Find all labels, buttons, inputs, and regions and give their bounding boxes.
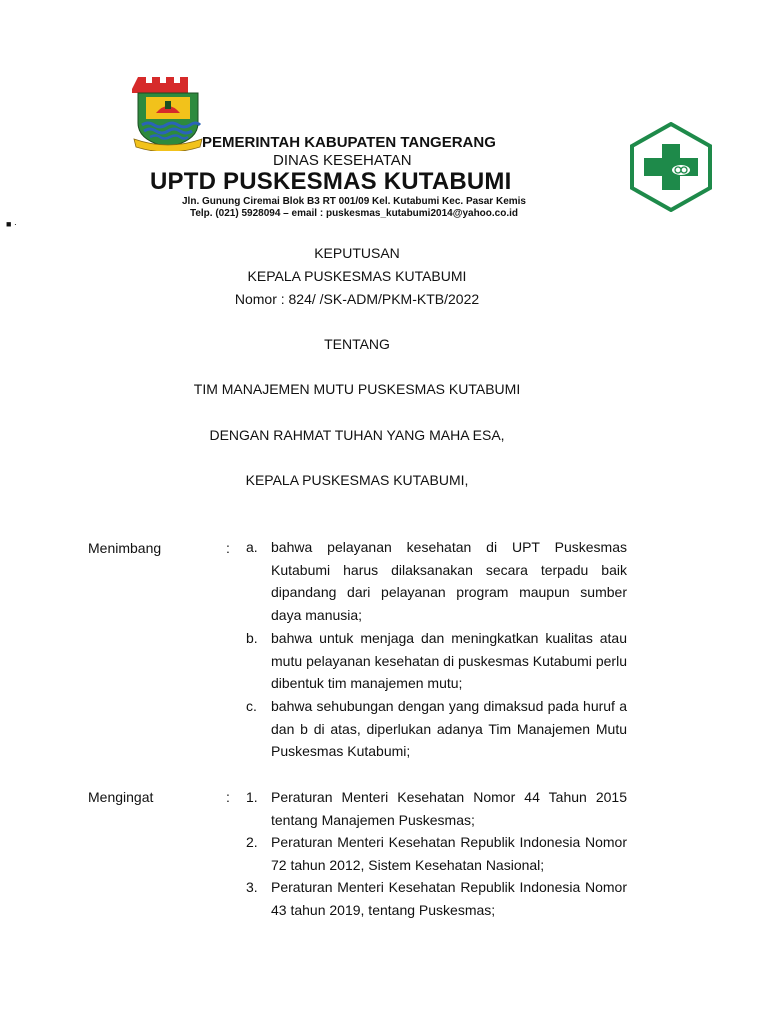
authority-line: KEPALA PUSKESMAS KUTABUMI, bbox=[245, 472, 469, 488]
remembering-item bbox=[246, 876, 627, 921]
address-line: Jln. Gunung Ciremai Blok B3 RT 001/09 Kel. Kutabumi Kec. Pasar Kemis bbox=[182, 196, 526, 207]
tangerang-crest-icon bbox=[132, 75, 204, 151]
department-name: DINAS KESEHATAN bbox=[273, 152, 412, 169]
item-marker: 3. bbox=[246, 879, 258, 895]
decision-number: Nomor : 824/ /SK-ADM/PKM-KTB/2022 bbox=[234, 291, 480, 307]
item-text: bahwa pelayanan kesehatan di UPT Puskesmas Kutabumi harus dilaksanakan secara terpadu baik dipandang dari pelayanan program maupun sumber daya manusia; bbox=[271, 539, 627, 623]
considering-item bbox=[246, 536, 627, 626]
item-text: bahwa untuk menjaga dan meningkatkan kualitas atau mutu pelayanan kesehatan di puskesmas Kutabumi perlu dibentuk tim manajemen mutu; bbox=[271, 630, 627, 692]
about-label: TENTANG bbox=[324, 336, 390, 352]
remembering-item bbox=[246, 786, 627, 831]
decision-issuer: KEPALA PUSKESMAS KUTABUMI bbox=[247, 268, 467, 284]
item-marker: b. bbox=[246, 630, 258, 646]
considering-item bbox=[246, 695, 627, 763]
considering-label: Menimbang bbox=[88, 540, 162, 556]
decision-type: KEPUTUSAN bbox=[314, 245, 400, 261]
item-marker: 2. bbox=[246, 834, 258, 850]
remembering-colon: : bbox=[226, 789, 230, 805]
considering-item bbox=[246, 627, 627, 695]
item-text: bahwa sehubungan dengan yang dimaksud pada huruf a dan b di atas, diperlukan adanya Tim Manajemen Mutu Puskesmas Kutabumi; bbox=[271, 698, 627, 760]
contact-line: Telp. (021) 5928094 – email : puskesmas_kutabumi2014@yahoo.co.id bbox=[189, 208, 519, 219]
considering-colon: : bbox=[226, 540, 230, 556]
institution-name: UPTD PUSKESMAS KUTABUMI bbox=[150, 168, 512, 195]
government-name: PEMERINTAH KABUPATEN TANGERANG bbox=[202, 134, 496, 151]
remembering-label: Mengingat bbox=[88, 789, 154, 805]
puskesmas-cross-icon bbox=[626, 122, 716, 212]
item-marker: c. bbox=[246, 698, 257, 714]
decision-subject: TIM MANAJEMEN MUTU PUSKESMAS KUTABUMI bbox=[193, 381, 521, 397]
item-text: Peraturan Menteri Kesehatan Republik Indonesia Nomor 72 tahun 2012, Sistem Kesehatan Nasional; bbox=[271, 834, 627, 873]
item-marker: 1. bbox=[246, 789, 258, 805]
invocation: DENGAN RAHMAT TUHAN YANG MAHA ESA, bbox=[209, 427, 505, 443]
remembering-item bbox=[246, 831, 627, 876]
item-marker: a. bbox=[246, 539, 258, 555]
item-text: Peraturan Menteri Kesehatan Nomor 44 Tahun 2015 tentang Manajemen Puskesmas; bbox=[271, 789, 627, 828]
stray-marks: ■ · bbox=[6, 219, 17, 229]
item-text: Peraturan Menteri Kesehatan Republik Indonesia Nomor 43 tahun 2019, tentang Puskesmas; bbox=[271, 879, 627, 918]
